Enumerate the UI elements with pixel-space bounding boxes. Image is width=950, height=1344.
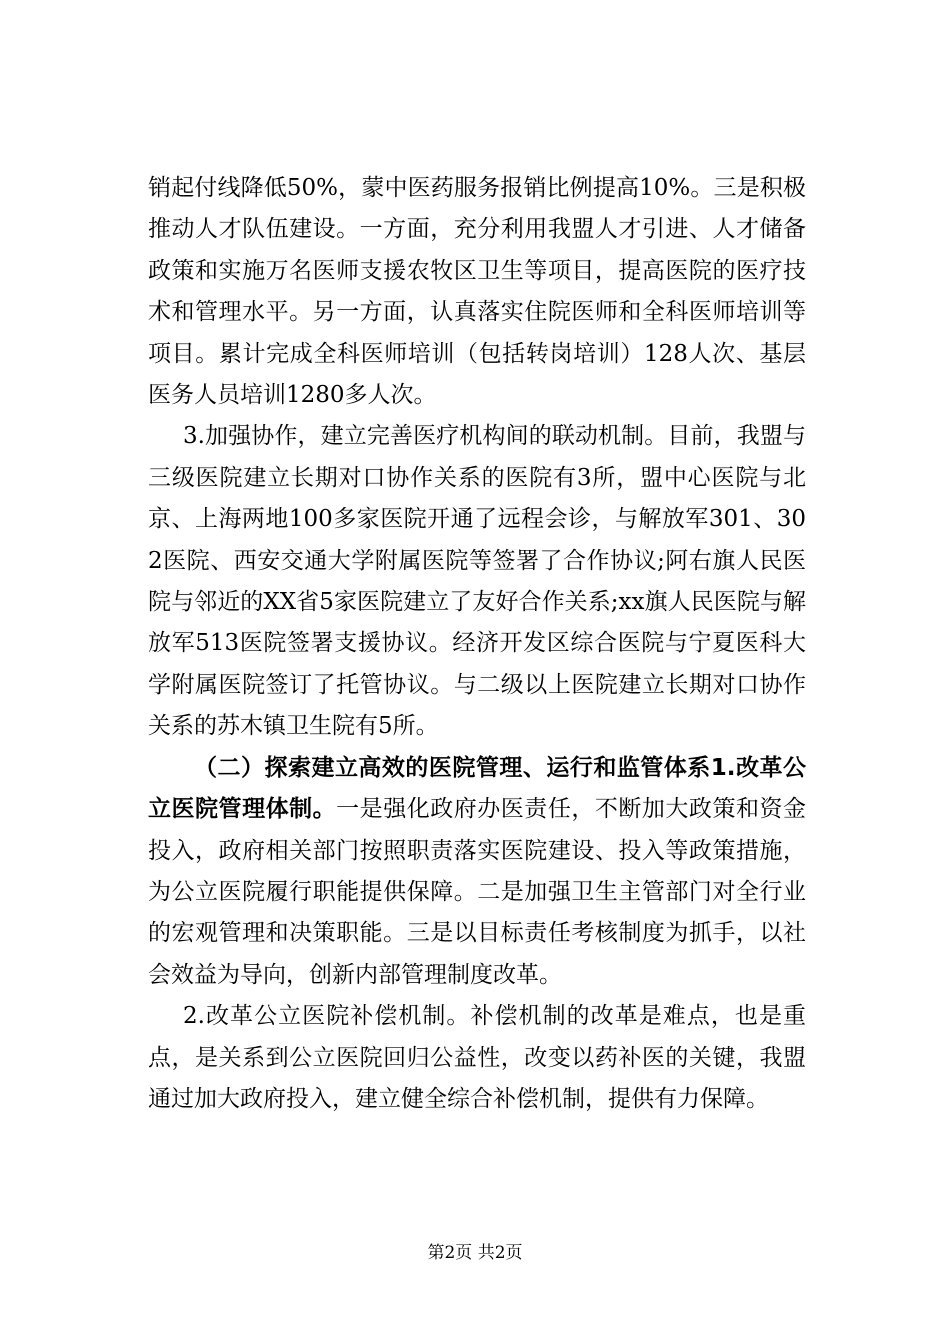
document-body (148, 168, 806, 1120)
paragraph-talent-training: 销起付线降低50%，蒙中医药服务报销比例提高10%。三是积极推动人才队伍建设。一方面，充分利用我盟人才引进、人才储备政策和实施万名医师支援农牧区卫生等项目，提高医院的医疗技术和管理水平。另一方面，认真落实住院医师和全科医师培训等项目。累计完成全科医师培训（包括转岗培训）128人次、基层医务人员培训1280多人次。 (148, 175, 806, 409)
paragraph-coordination: 3.加强协作，建立完善医疗机构间的联动机制。目前，我盟与三级医院建立长期对口协作关系的医院有3所，盟中心医院与北京、上海两地100多家医院开通了远程会诊，与解放军301、302医院、西安交通大学附属医院等签署了合作协议;阿右旗人民医院与邻近的XX省5家医院建立了友好合作关系;xx旗人民医院与解放军513医院签署支援协议。经济开发区综合医院与宁夏医科大学附属医院签订了托管协议。与二级以上医院建立长期对口协作关系的苏木镇卫生院有5所。 (148, 423, 806, 740)
paragraph-compensation: 2.改革公立医院补偿机制。补偿机制的改革是难点，也是重点，是关系到公立医院回归公益性，改变以药补医的关键，我盟通过加大政府投入，建立健全综合补偿机制，提供有力保障。 (148, 1003, 806, 1112)
paragraph-management-system (148, 748, 806, 996)
section-heading: （二）探索建立高效的医院管理、运行和监管体系1.改革公立医院管理体制。 (148, 754, 806, 823)
paragraph-management-text: 一是强化政府办医责任，不断加大政策和资金投入，政府相关部门按照职责落实医院建设、投入等政策措施，为公立医院履行职能提供保障。二是加强卫生主管部门对全行业的宏观管理和决策职能。三是以目标责任考核制度为抓手，以社会效益为导向，创新内部管理制度改革。 (148, 796, 807, 988)
page-footer: 第2页 共2页 (427, 1243, 523, 1263)
